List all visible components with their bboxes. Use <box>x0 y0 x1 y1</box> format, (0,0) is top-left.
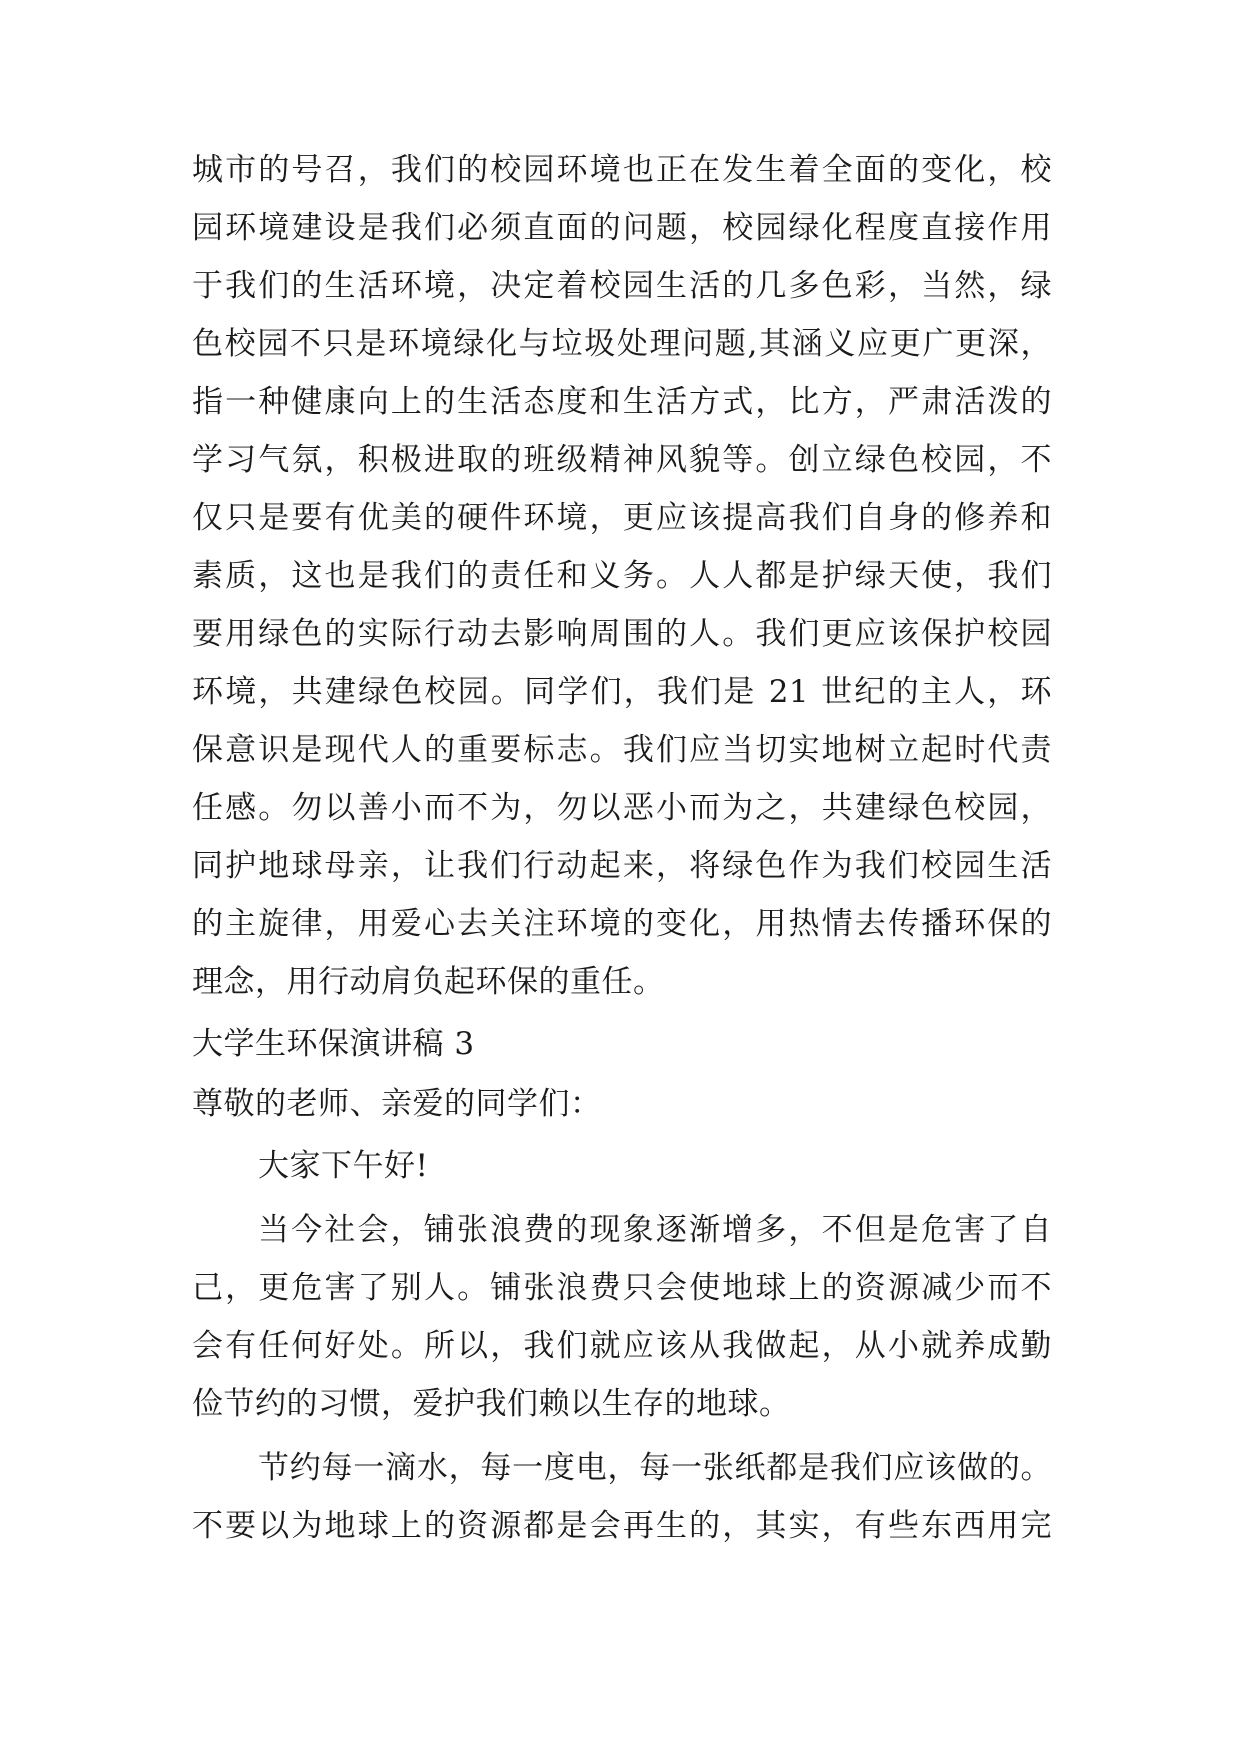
body-line-2: 园环境建设是我们必须直面的问题，校园绿化程度直接作用 <box>192 210 1052 246</box>
body-line-8: 素质，这也是我们的责任和义务。人人都是护绿天使，我们 <box>192 558 1052 594</box>
body-line-11: 保意识是现代人的重要标志。我们应当切实地树立起时代责 <box>192 732 1052 768</box>
paragraph2-line-4: 俭节约的习惯，爱护我们赖以生存的地球。 <box>192 1386 791 1422</box>
body-line-14: 的主旋律，用爱心去关注环境的变化，用热情去传播环保的 <box>192 906 1052 942</box>
body-line-12: 任感。勿以善小而不为，勿以恶小而为之，共建绿色校园， <box>192 790 1052 826</box>
body-line-4: 色校园不只是环境绿化与垃圾处理问题,其涵义应更广更深， <box>192 326 1052 362</box>
body-line-3: 于我们的生活环境，决定着校园生活的几多色彩，当然，绿 <box>192 268 1052 304</box>
body-line-6: 学习气氛，积极进取的班级精神风貌等。创立绿色校园，不 <box>192 442 1052 478</box>
paragraph2-line-1: 当今社会，铺张浪费的现象逐渐增多，不但是危害了自 <box>258 1212 1052 1248</box>
greeting: 大家下午好! <box>258 1148 429 1184</box>
salutation: 尊敬的老师、亲爱的同学们： <box>192 1086 602 1122</box>
body-line-1: 城市的号召，我们的校园环境也正在发生着全面的变化，校 <box>192 152 1052 188</box>
body-line-9: 要用绿色的实际行动去影响周围的人。我们更应该保护校园 <box>192 616 1052 652</box>
section-heading: 大学生环保演讲稿 3 <box>192 1026 475 1062</box>
paragraph2-line-2: 己，更危害了别人。铺张浪费只会使地球上的资源减少而不 <box>192 1270 1052 1306</box>
body-line-15: 理念，用行动肩负起环保的重任。 <box>192 964 665 1000</box>
body-line-13: 同护地球母亲，让我们行动起来，将绿色作为我们校园生活 <box>192 848 1052 884</box>
body-line-10: 环境，共建绿色校园。同学们，我们是 21 世纪的主人，环 <box>192 674 1052 710</box>
paragraph3-line-2: 不要以为地球上的资源都是会再生的，其实，有些东西用完 <box>192 1508 1052 1544</box>
paragraph2-line-3: 会有任何好处。所以，我们就应该从我做起，从小就养成勤 <box>192 1328 1052 1364</box>
paragraph3-line-1: 节约每一滴水，每一度电，每一张纸都是我们应该做的。 <box>258 1450 1052 1486</box>
body-line-7: 仅只是要有优美的硬件环境，更应该提高我们自身的修养和 <box>192 500 1052 536</box>
body-line-5: 指一种健康向上的生活态度和生活方式，比方，严肃活泼的 <box>192 384 1052 420</box>
